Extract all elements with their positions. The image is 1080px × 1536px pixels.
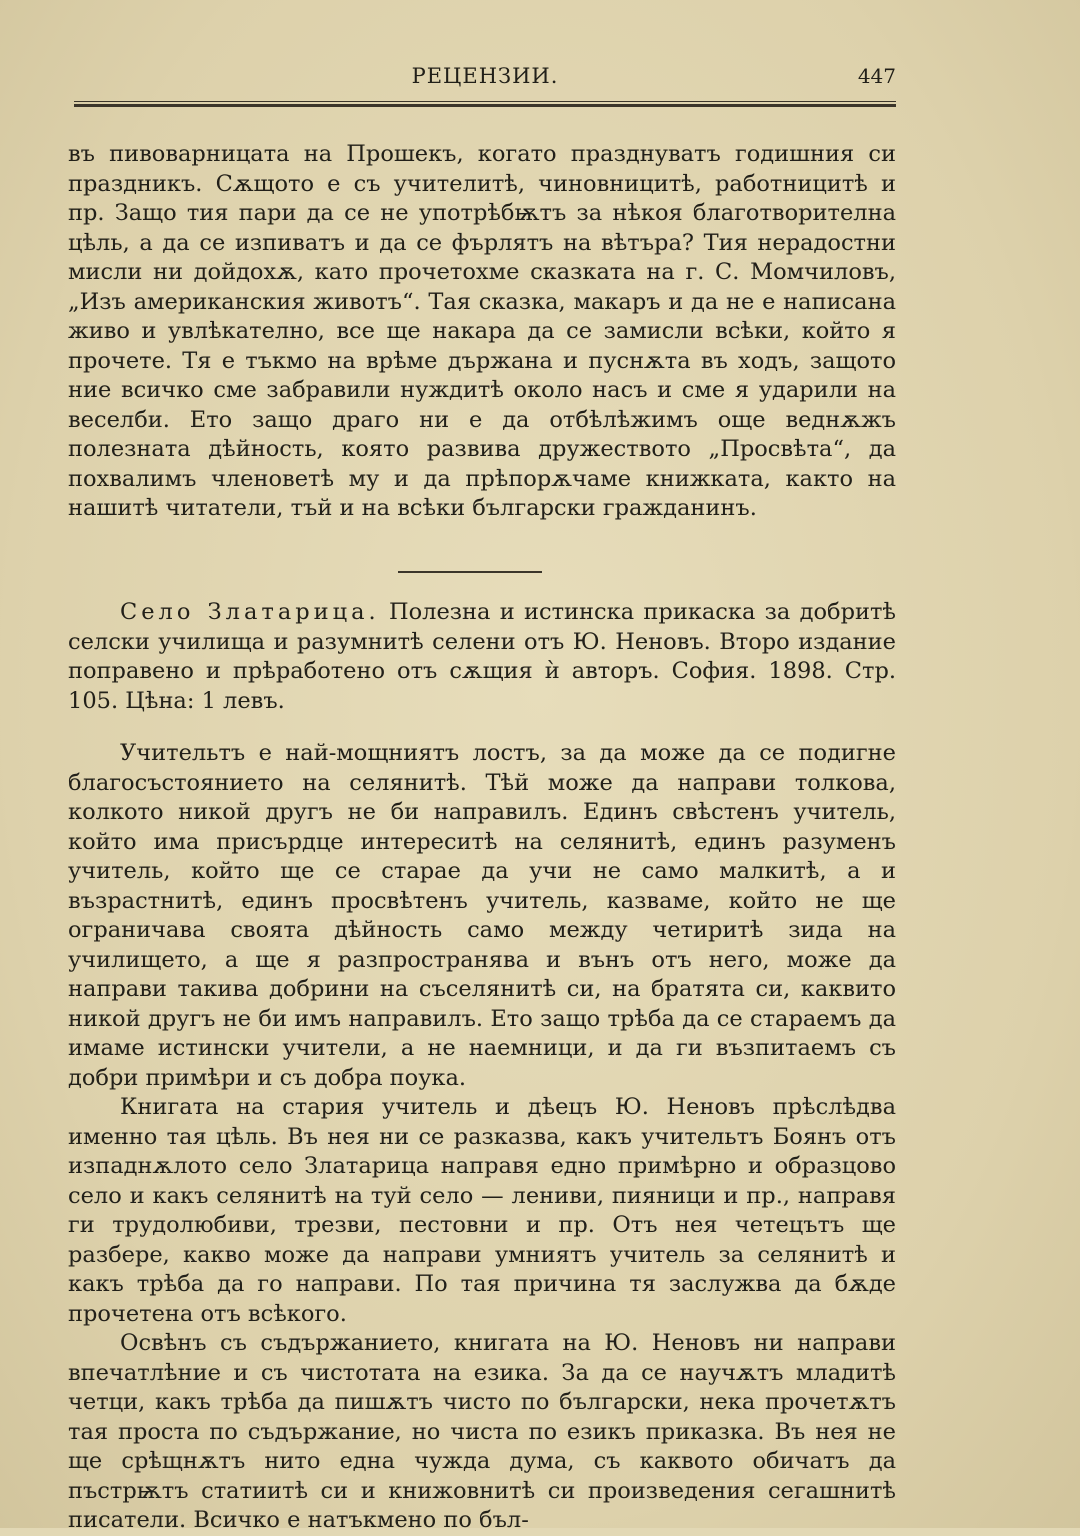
book-title: Село Златарица. [120, 599, 380, 625]
previous-review-ending [68, 140, 896, 524]
page-number: 447 [857, 64, 896, 88]
running-head: РЕЦЕНЗИИ. [411, 64, 559, 88]
review-paragraph-2: Книгата на стария учитель и дѣецъ Ю. Неновъ прѣслѣдва именно тая цѣль. Въ нея ни се разказва, какъ учительтъ Боянъ отъ изпаднѫлото село Златарица направя едно примѣрно и образцово село и какъ селянитѣ на туй село — лениви, пияници и пр., направя ги трудолюбиви, трезви, пестовни и пр. Отъ нея четецътъ ще разбере, какво може да направи умниятъ учитель за селянитѣ и какъ трѣба да го направи. По тая причина тя заслужва да бѫде прочетена отъ всѣкого. [68, 1094, 896, 1327]
section-separator [398, 571, 542, 573]
review-paragraph-3: Освѣнъ съ съдържанието, книгата на Ю. Неновъ ни направи впечатлѣние и съ чистотата на езика. За да се научѫтъ младитѣ четци, какъ трѣба да пишѫтъ чисто по български, нека прочетѫтъ тая проста по съдържание, но чиста по езикъ приказка. Въ нея не ще срѣщнѫтъ нито една чужда дума, съ каквото обичатъ да пъстрѭтъ статиитѣ си и книжовнитѣ си произведения сегашнитѣ писатели. Всичко е натъкмено по бъл- [68, 1330, 896, 1533]
header-rule-thick [74, 104, 896, 107]
continuation-paragraph: въ пивоварницата на Прошекъ, когато празднуватъ годишния си праздникъ. Сѫщото е съ учителитѣ, чиновницитѣ, работницитѣ и пр. Защо тия пари да се не употрѣбѭтъ за нѣкоя благотворителна цѣль, а да се изпиватъ и да се фърлятъ на вѣтъра? Тия нерадостни мисли ни дойдохѫ, като прочетохме сказката на г. С. Момчиловъ, „Изъ американския животъ“. Тая сказка, макаръ и да не е написана живо и увлѣкателно, все ще накара да се замисли всѣки, който я прочете. Тя е тъкмо на врѣме държана и пуснѫта въ ходъ, защото ние всичко сме забравили нуждитѣ около насъ и сме я ударили на веселби. Ето защо драго ни е да отбѣлѣжимъ още веднѫжъ полезната дѣйность, която развива дружеството „Просвѣта“, да похвалимъ членоветѣ му и да прѣпорѫчаме книжката, както на нашитѣ читатели, тъй и на всѣки български гражданинъ. [68, 141, 896, 521]
page-header [74, 64, 896, 94]
review-paragraph-1: Учительтъ е най-мощниятъ лостъ, за да може да се подигне благосъстоянието на селянитѣ. Тѣй може да направи толкова, колкото никой другъ не би направилъ. Единъ свѣстенъ учитель, който има присърдце интереситѣ на селянитѣ, единъ разуменъ учитель, който ще се старае да учи не само малкитѣ, а и възрастнитѣ, единъ просвѣтенъ учитель, казваме, който не ще ограничава своята дѣйность само между четиритѣ зида на училището, а ще я разпространява и вънъ отъ него, може да направи такива добрини на съселянитѣ си, на братята си, каквито никой другъ не би имъ направилъ. Ето защо трѣба да се стараемъ да имаме истински учители, а не наемници, и да ги възпитаемъ съ добри примѣри и съ добра поука. [68, 740, 896, 1091]
header-rule-thin [74, 101, 896, 102]
book-citation [68, 598, 896, 716]
review-entry [68, 598, 896, 1536]
book-details: Полезна и истинска прикаска за добритѣ селски училища и разумнитѣ селени отъ Ю. Неновъ. Второ издание поправено и прѣработено отъ сѫщия ѝ авторъ. София. 1898. Стр. 105. Цѣна: 1 левъ. [68, 599, 896, 714]
